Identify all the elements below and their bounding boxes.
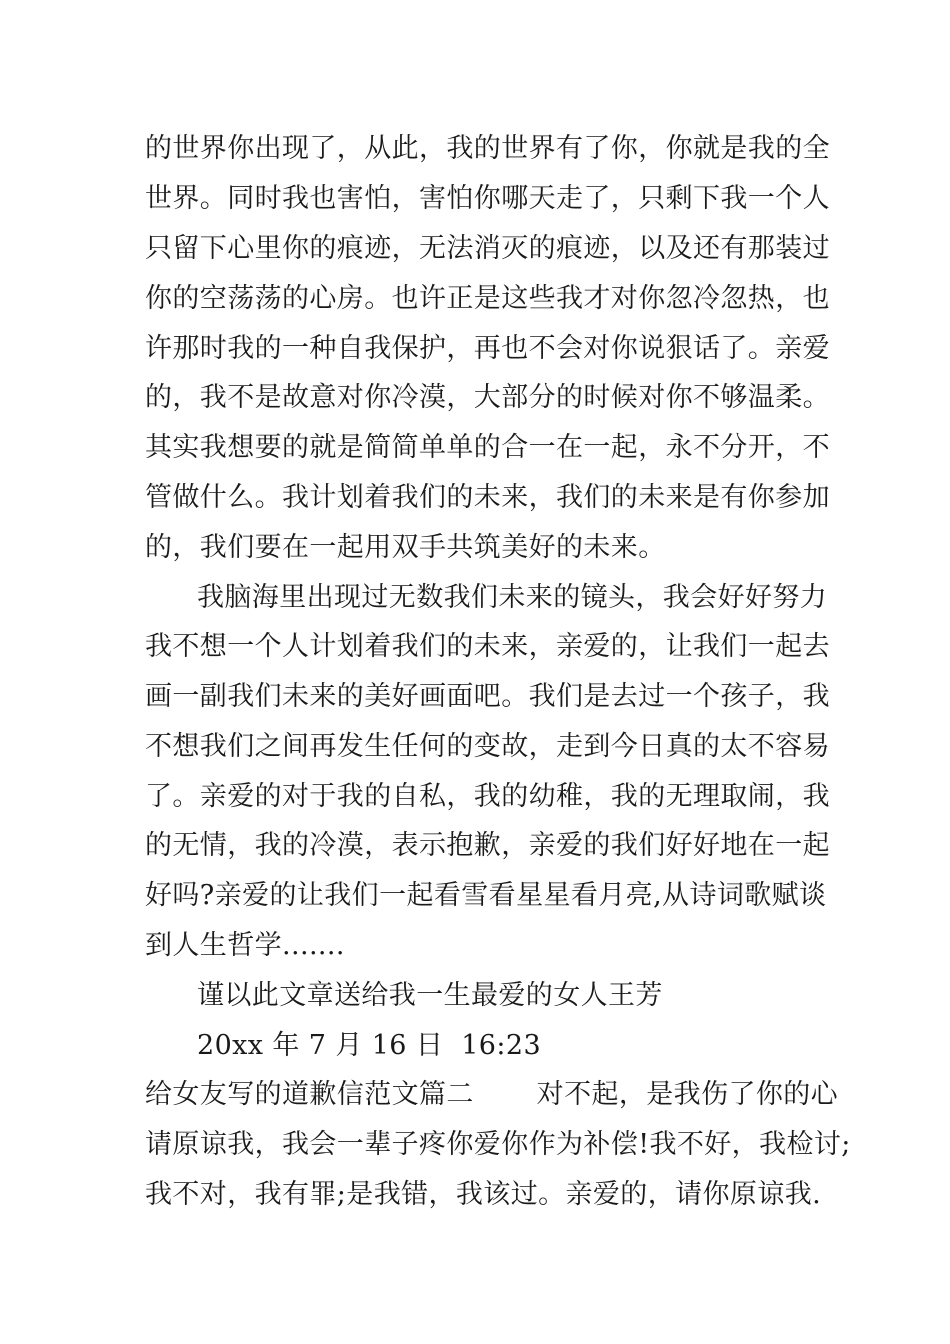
paragraph-start-line: 我脑海里出现过无数我们未来的镜头，我会好好努力 — [197, 582, 828, 613]
text-line: 我不想一个人计划着我们的未来，亲爱的，让我们一起去 — [145, 631, 830, 662]
text-line: 的无情，我的冷漠，表示抱歉，亲爱的我们好好地在一起 — [145, 830, 830, 861]
text-line: 请原谅我，我会一辈子疼你爱你作为补偿!我不好，我检讨; — [145, 1129, 851, 1160]
text-line: 只留下心里你的痕迹，无法消灭的痕迹，以及还有那装过 — [145, 233, 830, 264]
text-line: 管做什么。我计划着我们的未来，我们的未来是有你参加 — [145, 482, 830, 513]
text-line: 的世界你出现了，从此，我的世界有了你，你就是我的全 — [145, 133, 830, 164]
text-line: 到人生哲学....... — [145, 930, 345, 961]
text-line: 世界。同时我也害怕，害怕你哪天走了，只剩下我一个人 — [145, 183, 830, 214]
date-line: 20xx 年 7 月 16 日 16:23 — [197, 1030, 542, 1061]
text-line: 的，我们要在一起用双手共筑美好的未来。 — [145, 532, 666, 563]
dedication-line: 谨以此文章送给我一生最爱的女人王芳 — [197, 980, 663, 1011]
text-line: 其实我想要的就是简简单单的合一在一起，永不分开，不 — [145, 432, 830, 463]
text-line: 许那时我的一种自我保护，再也不会对你说狠话了。亲爱 — [145, 333, 830, 364]
text-line: 不想我们之间再发生任何的变故，走到今日真的太不容易 — [145, 731, 830, 762]
section-heading-line: 给女友写的道歉信范文篇二 对不起，是我伤了你的心 — [145, 1079, 839, 1110]
text-line: 的，我不是故意对你冷漠，大部分的时候对你不够温柔。 — [145, 382, 830, 413]
text-line: 了。亲爱的对于我的自私，我的幼稚，我的无理取闹，我 — [145, 781, 830, 812]
text-line: 你的空荡荡的心房。也许正是这些我才对你忽冷忽热，也 — [145, 283, 830, 314]
text-line: 画一副我们未来的美好画面吧。我们是去过一个孩子，我 — [145, 681, 830, 712]
text-line: 好吗?亲爱的让我们一起看雪看星星看月亮,从诗词歌赋谈 — [145, 880, 827, 911]
text-line: 我不对，我有罪;是我错，我该过。亲爱的，请你原谅我. — [145, 1179, 822, 1210]
